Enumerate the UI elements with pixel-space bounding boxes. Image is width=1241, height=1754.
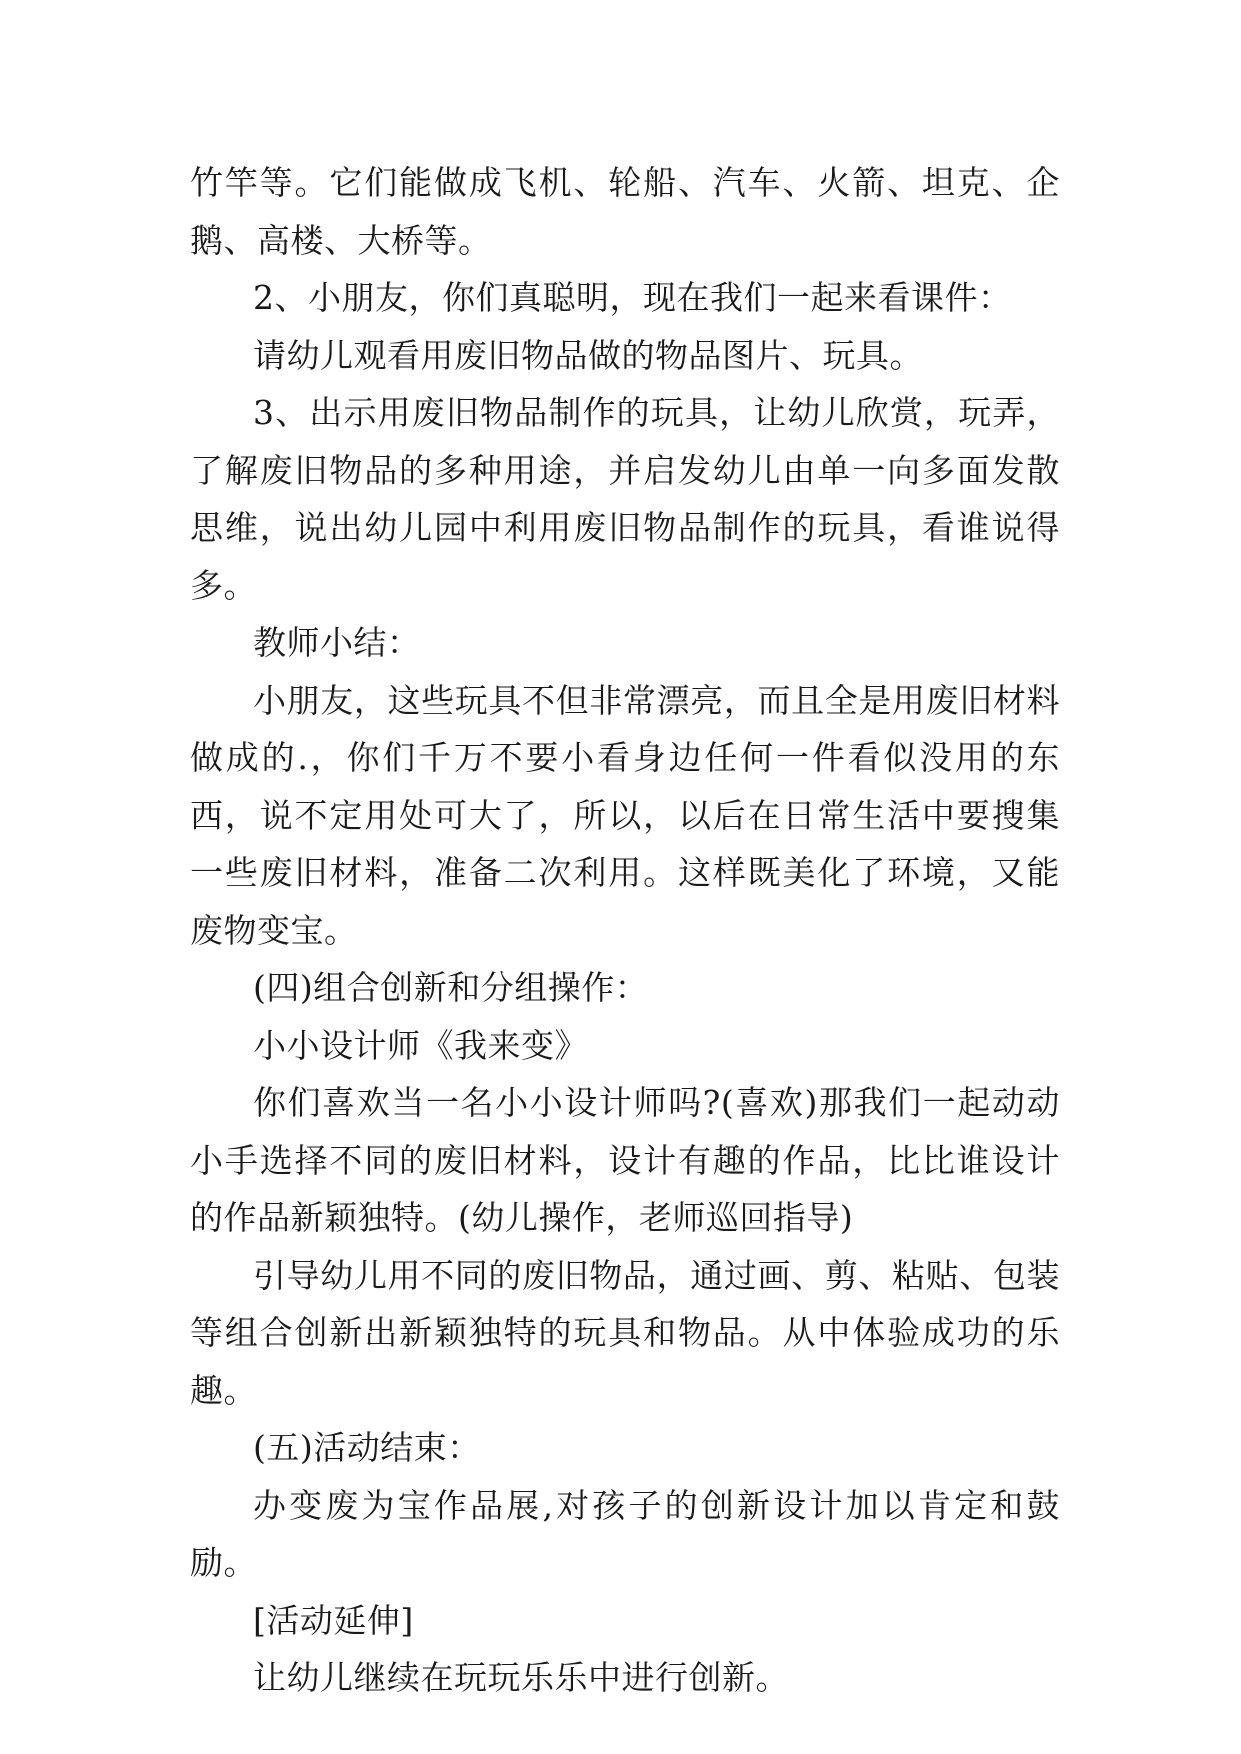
- paragraph-teacher-summary: 小朋友，这些玩具不但非常漂亮，而且全是用废旧材料做成的.，你们千万不要小看身边任何一件看似没用的东西，说不定用处可大了，所以，以后在日常生活中要搜集一些废旧材料，准备二次利用。这样既美化了环境，又能废物变宝。: [190, 680, 1060, 950]
- paragraph-materials-list: 竹竿等。它们能做成飞机、轮船、汽车、火箭、坦克、企鹅、高楼、大桥等。: [190, 163, 1060, 260]
- paragraph-exhibition: 办变废为宝作品展,对孩子的创新设计加以肯定和鼓励。: [190, 1485, 1060, 1582]
- paragraph-step-2: 2、小朋友，你们真聪明，现在我们一起来看课件：: [253, 278, 1012, 317]
- section-heading-5: (五)活动结束：: [253, 1428, 481, 1467]
- paragraph-step-3: 3、出示用废旧物品制作的玩具，让幼儿欣赏，玩弄，了解废旧物品的多种用途，并启发幼儿由单一向多面发散思维，说出幼儿园中利用废旧物品制作的玩具，看谁说得多。: [190, 393, 1060, 605]
- paragraph-teacher-summary-heading: 教师小结：: [253, 623, 421, 662]
- section-heading-4: (四)组合创新和分组操作：: [253, 968, 649, 1007]
- paragraph-extension: 让幼儿继续在玩玩乐乐中进行创新。: [253, 1658, 789, 1697]
- paragraph-watch-pictures: 请幼儿观看用废旧物品做的物品图片、玩具。: [253, 335, 923, 375]
- paragraph-designer-activity: 你们喜欢当一名小小设计师吗?(喜欢)那我们一起动动小手选择不同的废旧材料，设计有趣的作品，比比谁设计的作品新颖独特。(幼儿操作，老师巡回指导): [190, 1083, 1060, 1237]
- paragraph-guidance: 引导幼儿用不同的废旧物品，通过画、剪、粘贴、包装等组合创新出新颖独特的玩具和物品。从中体验成功的乐趣。: [190, 1255, 1060, 1410]
- section-heading-extension: [活动延伸]: [253, 1600, 414, 1640]
- document-body: [190, 154, 1060, 1707]
- paragraph-designer-title: 小小设计师《我来变》: [253, 1025, 588, 1065]
